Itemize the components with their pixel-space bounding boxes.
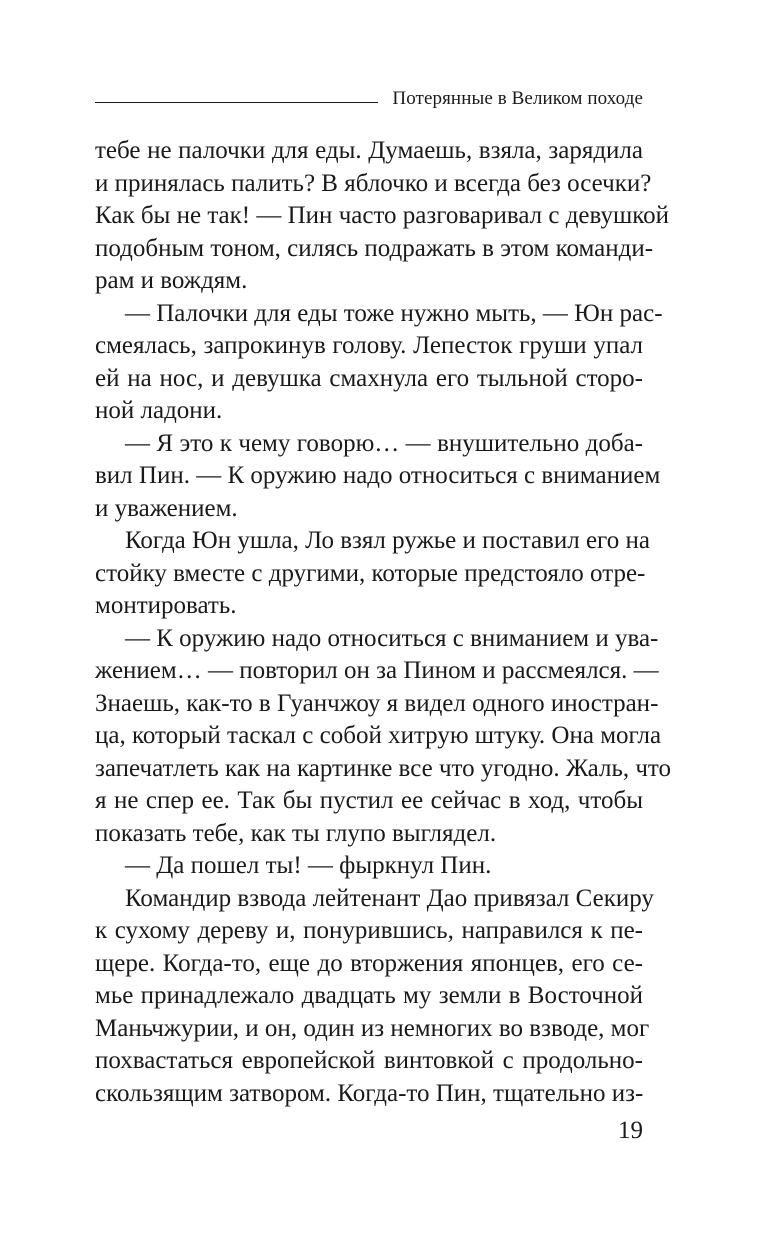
text-line: Знаешь, как-то в Гуанчжоу я видел одного иностран- — [95, 689, 659, 717]
running-header — [95, 86, 643, 112]
text-line: похвастаться европейской винтовкой с продольно- — [95, 1047, 643, 1074]
text-line: мье принадлежало двадцать му земли в Восточной — [95, 982, 643, 1009]
text-line: щере. Когда-то, еще до вторжения японцев, его се- — [95, 949, 643, 977]
text-line: — К оружию надо относиться с вниманием и ува- — [125, 624, 659, 652]
text-line: Командир взвода лейтенант Дао привязал Секиру — [125, 884, 654, 912]
header-rule — [95, 102, 378, 103]
text-line: Как бы не так! — Пин часто разговаривал с девушкой — [95, 202, 669, 229]
text-line: запечатлеть как на картинке все что угодно. Жаль, что — [95, 754, 672, 782]
text-line: ца, который таскал с собой хитрую штуку. Она могла — [95, 722, 662, 749]
text-line: показать тебе, как ты глупо выглядел. — [95, 819, 497, 847]
running-header-title: Потерянные в Великом походе — [392, 88, 643, 109]
text-line: подобным тоном, силясь подражать в этом команди- — [95, 234, 654, 262]
text-line: вил Пин. — К оружию надо относиться с вниманием — [95, 462, 661, 489]
text-line: и уважением. — [95, 494, 238, 522]
text-line: ной ладони. — [95, 397, 223, 424]
text-line: ей на нос, и девушка смахнула его тыльной сторо- — [95, 364, 643, 392]
text-line: к сухому дереву и, понурившись, направился к пе- — [95, 917, 643, 944]
text-line: жением… — повторил он за Пином и рассмеялся. — — [95, 657, 659, 684]
text-line: — Да пошел ты! — фыркнул Пин. — [125, 852, 492, 879]
text-line: и принялась палить? В яблочко и всегда без осечки? — [95, 169, 652, 197]
text-line: стойку вместе с другими, которые предстояло отре- — [95, 559, 646, 587]
text-line: монтировать. — [95, 592, 237, 619]
page-number: 19 — [618, 1117, 643, 1144]
text-line: Маньчжурии, и он, один из немногих во взводе, мог — [95, 1014, 650, 1042]
text-line: — Я это к чему говорю… — внушительно доба- — [125, 429, 643, 457]
text-line: — Палочки для еды тоже нужно мыть, — Юн рас- — [125, 299, 663, 327]
text-line: скользящим затвором. Когда-то Пин, тщательно из- — [95, 1079, 644, 1107]
text-line: смеялась, запрокинув голову. Лепесток груши упал — [95, 332, 643, 359]
text-line: рам и вождям. — [95, 267, 248, 294]
text-line: я не спер ее. Так бы пустил ее сейчас в ход, чтобы — [95, 787, 643, 814]
body-text — [95, 135, 672, 1110]
text-line: Когда Юн ушла, Ло взял ружье и поставил его на — [125, 527, 650, 554]
text-line: тебе не палочки для еды. Думаешь, взяла, зарядила — [95, 137, 643, 164]
